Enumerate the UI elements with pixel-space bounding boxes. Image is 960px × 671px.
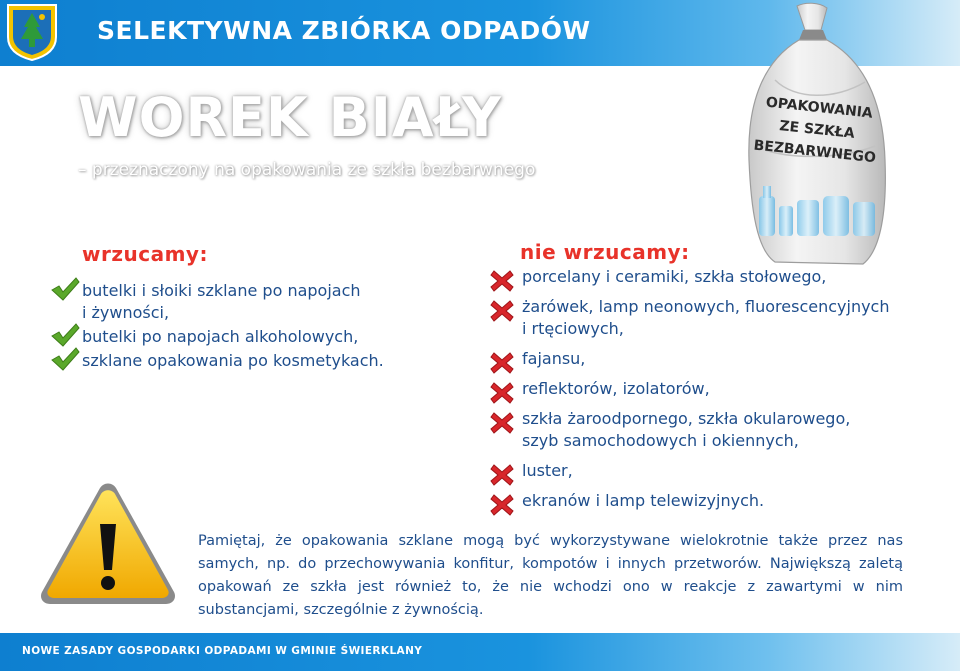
page-title: WOREK BIAŁY	[78, 86, 502, 149]
bag-label-line-2: ZE SZKŁA	[778, 118, 856, 142]
bag-label-line-3: BEZBARWNEGO	[752, 137, 877, 167]
allowed-item-text: butelki po napojach alkoholowych,	[82, 327, 359, 346]
cross-icon	[490, 351, 514, 375]
forbidden-item-text: szyb samochodowych i okiennych,	[522, 431, 799, 450]
allowed-heading: wrzucamy:	[82, 242, 208, 266]
page-subtitle: – przeznaczony na opakowania ze szkła bezbarwnego	[78, 160, 536, 180]
list-item	[50, 326, 430, 348]
allowed-item-text: i żywności,	[82, 303, 170, 322]
cross-icon	[490, 463, 514, 487]
forbidden-item-text: fajansu,	[522, 349, 586, 368]
forbidden-item-text: żarówek, lamp neonowych, fluorescencyjnych	[522, 297, 890, 316]
list-item	[490, 490, 930, 512]
forbidden-item-text: i rtęciowych,	[522, 319, 624, 338]
forbidden-heading: nie wrzucamy:	[520, 240, 690, 264]
header-title: SELEKTYWNA ZBIÓRKA ODPADÓW	[97, 16, 591, 45]
checkmark-icon	[50, 346, 80, 372]
warning-icon	[38, 480, 178, 608]
cross-icon	[490, 299, 514, 323]
allowed-list	[50, 280, 430, 374]
list-item	[490, 460, 930, 482]
forbidden-list	[490, 266, 930, 520]
footer-bar	[0, 633, 960, 671]
forbidden-item-text: szkła żaroodpornego, szkła okularowego,	[522, 409, 851, 428]
cross-icon	[490, 493, 514, 517]
list-item	[490, 348, 930, 370]
cross-icon	[490, 381, 514, 405]
allowed-item-text: butelki i słoiki szklane po napojach	[82, 281, 361, 300]
allowed-item-text: szklane opakowania po kosmetykach.	[82, 351, 384, 370]
municipal-crest-icon	[6, 3, 58, 61]
forbidden-item-text: luster,	[522, 461, 573, 480]
list-item	[490, 266, 930, 288]
white-bag-illustration	[735, 0, 897, 270]
bag-label-line-1: OPAKOWANIA	[765, 94, 874, 122]
list-item	[490, 378, 930, 400]
cross-icon	[490, 269, 514, 293]
forbidden-item-text: porcelany i ceramiki, szkła stołowego,	[522, 267, 827, 286]
checkmark-icon	[50, 322, 80, 348]
list-item	[50, 280, 430, 324]
checkmark-icon	[50, 276, 80, 302]
footer-text: NOWE ZASADY GOSPODARKI ODPADAMI W GMINIE ŚWIERKLANY	[22, 645, 423, 657]
list-item	[50, 350, 430, 372]
forbidden-item-text: ekranów i lamp telewizyjnych.	[522, 491, 765, 510]
forbidden-item-text: reflektorów, izolatorów,	[522, 379, 710, 398]
list-item	[490, 408, 930, 452]
cross-icon	[490, 411, 514, 435]
note-paragraph: Pamiętaj, że opakowania szklane mogą być wykorzystywane wielokrotnie także przez nas samych, np. do przechowywania konfitur, kompotów i innych przetworów. Największą zaletą opakowań ze szkła jest również to, że nie wchodzi ono w reakcje z zawartymi w nim substancjami, szczególnie z żywnością.	[198, 533, 903, 618]
list-item	[490, 296, 930, 340]
